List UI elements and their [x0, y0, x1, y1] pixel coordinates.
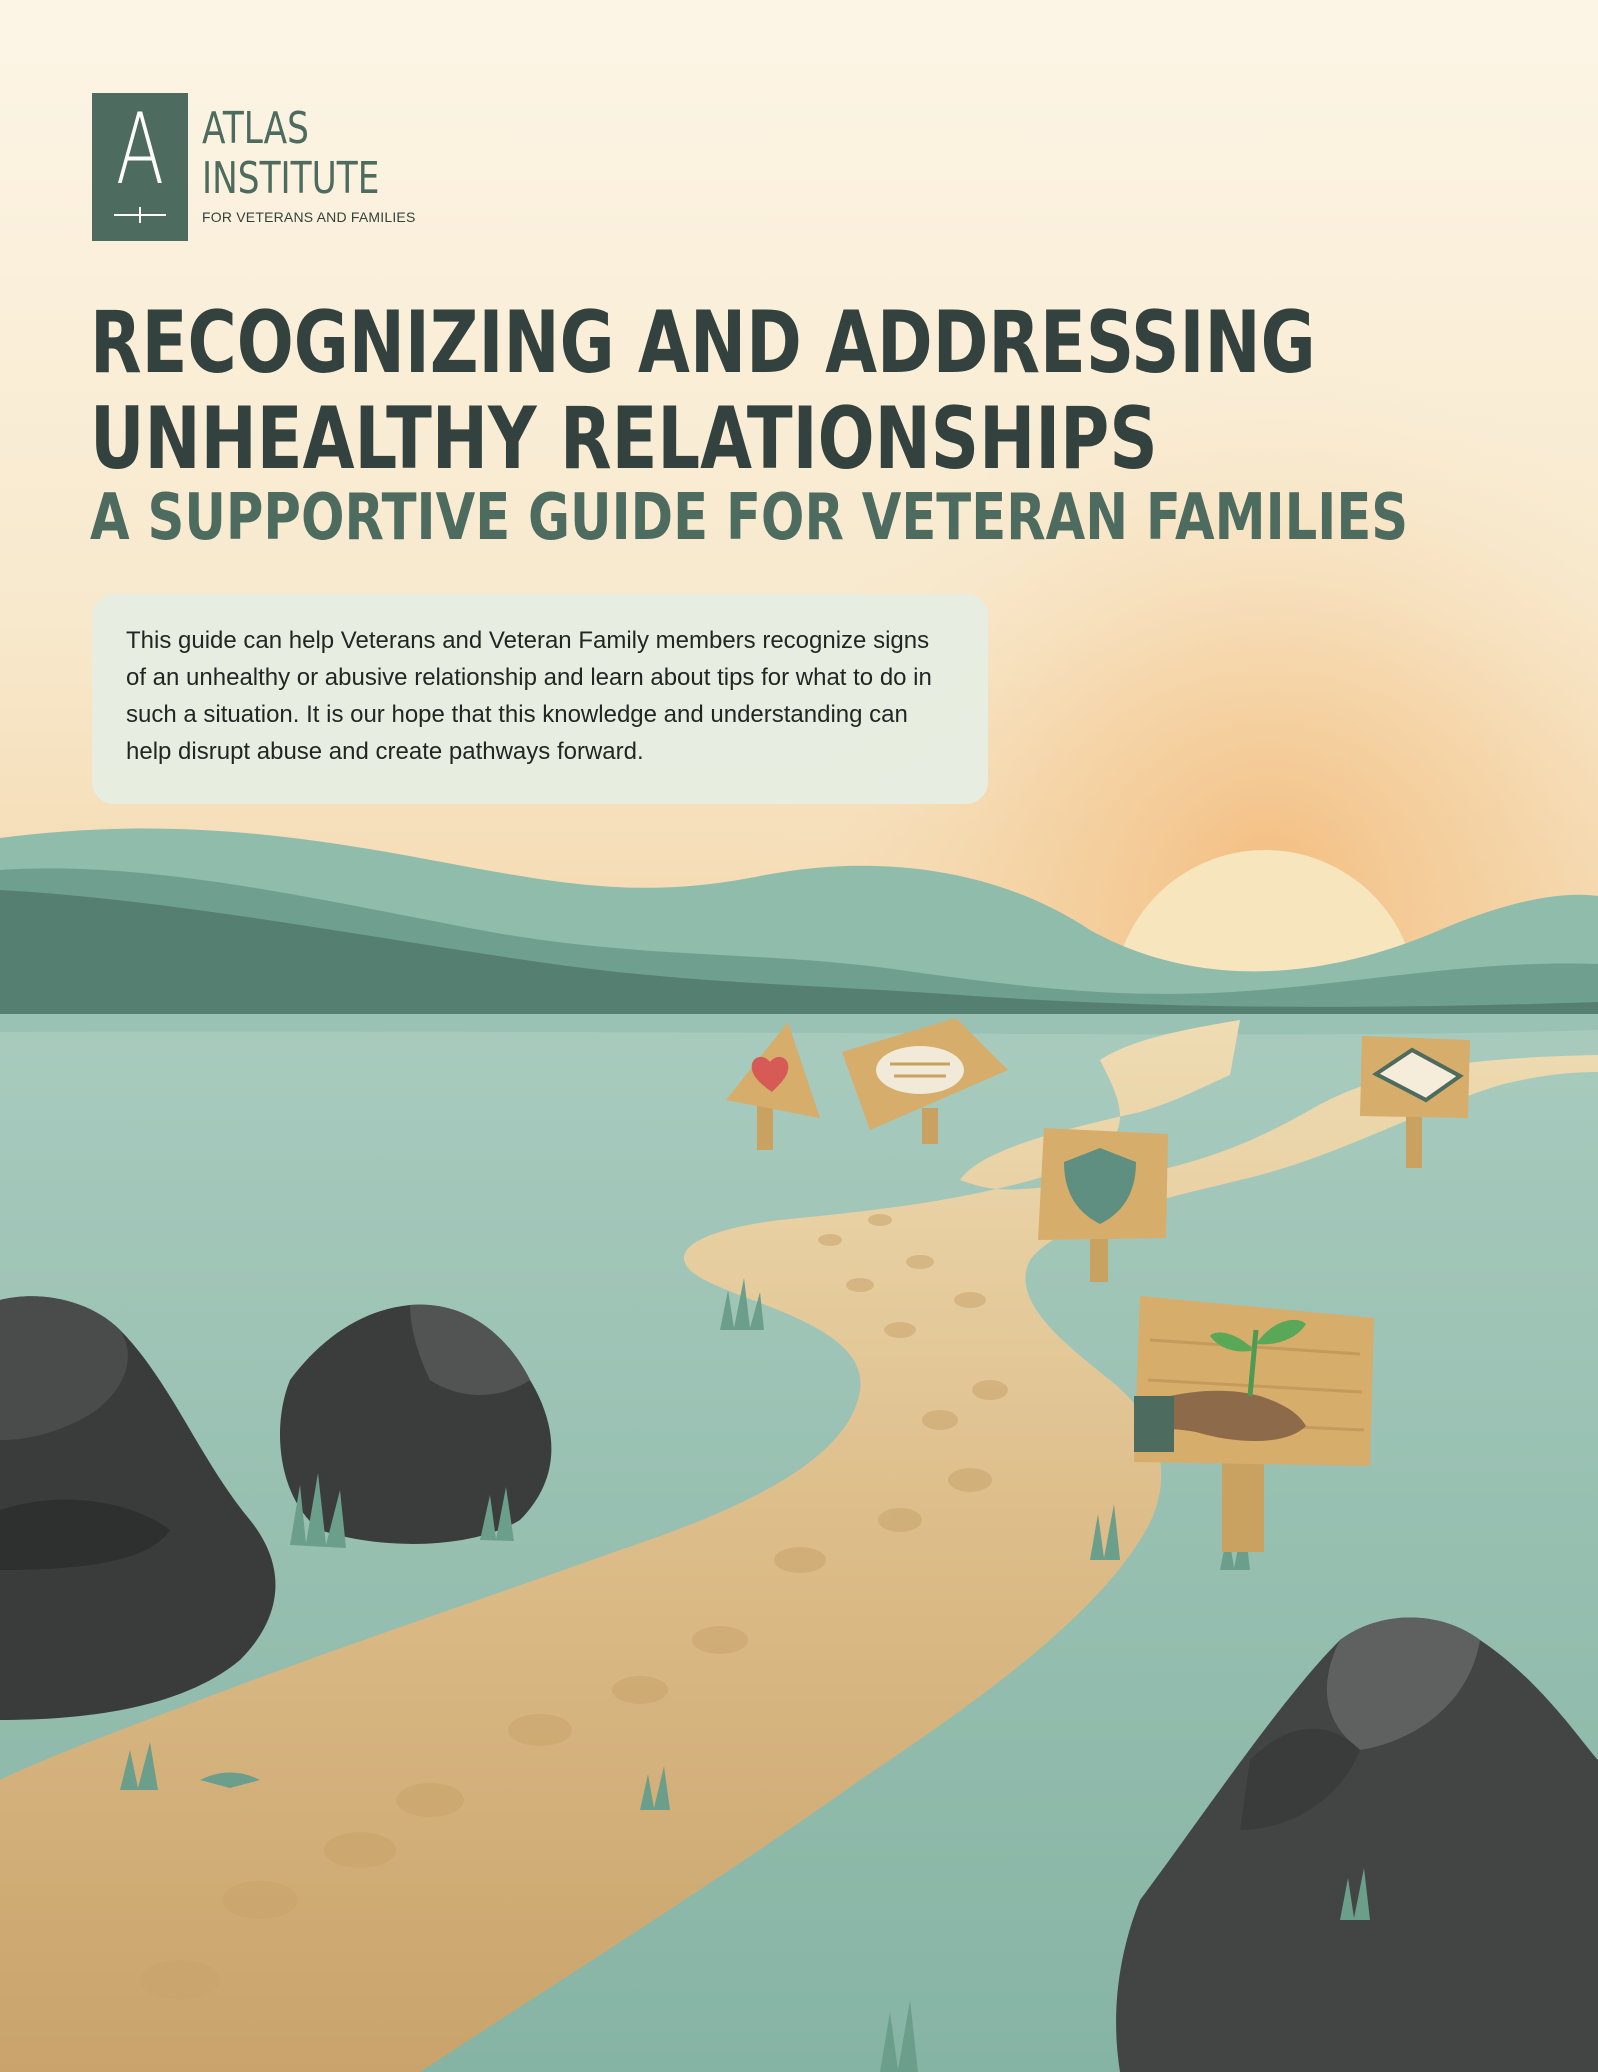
logo-tick: [139, 207, 141, 223]
title-line-1: RECOGNIZING AND ADDRESSING: [90, 293, 1316, 393]
title-line-2: UNHEALTHY RELATIONSHIPS: [90, 389, 1158, 489]
document-title: [90, 295, 1316, 487]
document-subtitle: A SUPPORTIVE GUIDE FOR VETERAN FAMILIES: [90, 481, 1409, 555]
logo-mark: [92, 93, 188, 241]
speech-bubble-icon: [876, 1046, 964, 1094]
logo-word-institute: INSTITUTE: [202, 153, 380, 204]
logo-tagline: FOR VETERANS AND FAMILIES: [202, 209, 416, 225]
logo-letter: A: [115, 93, 165, 207]
intro-callout: [92, 594, 988, 804]
atlas-institute-logo: [92, 93, 512, 241]
intro-text: This guide can help Veterans and Veteran Family members recognize signs of an unhealthy or abusive relationship and learn about tips for what to do in such a situation. It is our hope that this knowledge and understanding can help disrupt abuse and create pathways forward.: [126, 627, 932, 765]
logo-word-atlas: ATLAS: [202, 103, 309, 154]
